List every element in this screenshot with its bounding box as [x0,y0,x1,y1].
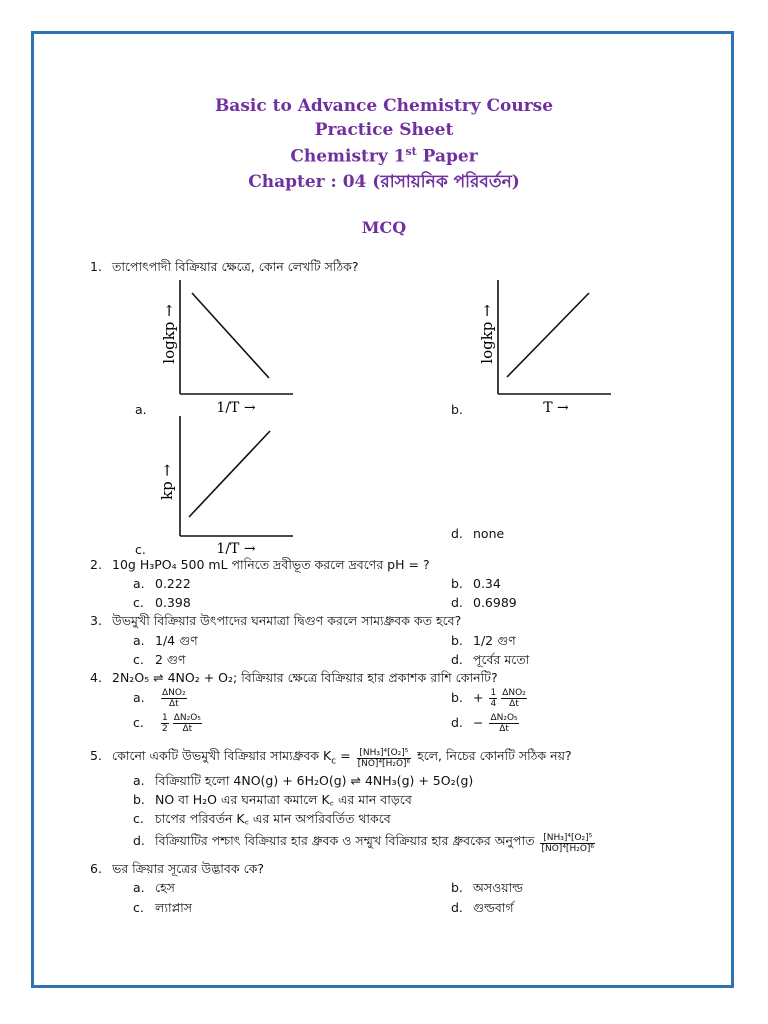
trend-line [189,431,270,517]
option-label: a. [135,402,147,417]
option-d: d. গুল্ডবার্গ [451,900,514,915]
paper-title: Chemistry 1st Paper [290,145,478,167]
option-d: d. বিক্রিয়াটির পশ্চাৎ বিক্রিয়ার হার ধ্রুবক ও সম্মুখ বিক্রিয়ার হার ধ্রুবকের অনুপাত $\frac{\text{[NH₃]⁴[O₂]⁵}}{\text{[NO]⁴[H₂O]⁶}}$ [133,833,595,854]
option-d: d. পূর্বের মতো [451,652,530,667]
option-b: b. 1/2 গুণ [451,633,516,648]
question-number: 1. [90,259,102,274]
option-b: b. অসওয়াল্ড [451,880,524,895]
option-b: b. 0.34 [451,576,501,591]
course-title: Basic to Advance Chemistry Course [214,96,554,116]
option-a: a. বিক্রিয়াটি হলো 4NO(g) + 6H₂O(g) ⇌ 4NH₃(g) + 5O₂(g) [133,773,474,788]
option-label: b. [451,402,463,417]
graph-c [150,410,310,558]
option-b: b. + $\frac{1}{4}$ $\frac{\text{ΔNO₂}}{\Delta t}$ [451,688,526,709]
chapter-title: Chapter : 04 (রাসায়নিক পরিবর্তন) [248,172,520,192]
graph-a [150,272,310,420]
y-axis-label: logkp → [478,304,496,364]
section-title: MCQ [361,218,407,237]
y-axis-label: logkp → [160,304,178,364]
x-axis-label: 1/T → [216,400,256,416]
graph-b [468,272,628,420]
option-c: c. $\frac{1}{2}$ $\frac{\text{ΔN₂O₅}}{\Delta t}$ [133,713,201,734]
option-c: c. 0.398 [133,595,191,610]
option-d: d. 0.6989 [451,595,517,610]
option-c: c. চাপের পরিবর্তন K꜀ এর মান অপরিবর্তিত থাকবে [133,811,391,826]
option-label: c. [135,542,146,557]
question-text: তাপোৎপাদী বিক্রিয়ার ক্ষেত্রে, কোন লেখটি সঠিক? [112,259,359,274]
y-axis-label: kp → [158,463,176,501]
option-a: a. $\frac{\text{ΔNO₂}}{\Delta t}$ [133,688,186,709]
x-axis-label: 1/T → [216,541,256,557]
option-d: d. none [451,526,505,541]
option-c: c. 2 গুণ [133,652,186,667]
option-b: b. NO বা H₂O এর ঘনমাত্রা কমালে K꜀ এর মান বাড়বে [133,792,412,807]
option-a: a. 0.222 [133,576,191,591]
option-a: a. হেস [133,880,175,895]
x-axis-label: T → [543,400,569,416]
trend-line [192,293,269,378]
sheet-title: Practice Sheet [314,120,454,140]
option-a: a. 1/4 গুণ [133,633,198,648]
option-c: c. ল্যাপ্লাস [133,900,192,915]
trend-line [507,293,589,377]
option-d: d. − $\frac{\text{ΔN₂O₅}}{\Delta t}$ [451,713,518,734]
